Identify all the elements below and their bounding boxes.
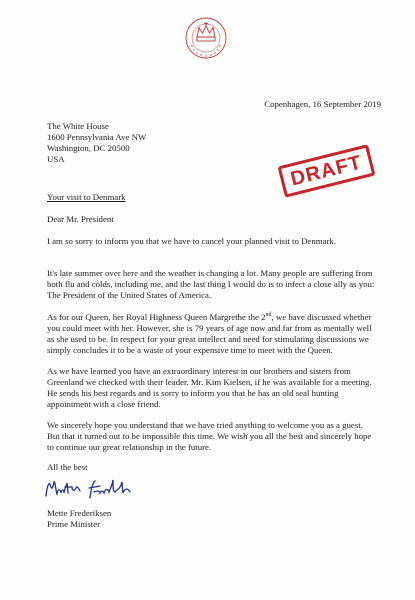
paragraph-text: , we have discussed whether you could meet with her. However, she is 79 years of age now and far from as mentally well as she used to be. In respect for your great intellect and need for stimulating discussions we simply concludes it to be a waste of your expensive time to meet with the Queen.	[47, 312, 372, 355]
ordinal-suffix: nd	[265, 312, 272, 319]
address-line: 1600 Pennsylvania Ave NW	[47, 132, 147, 142]
paragraph-text: As for our Queen, her Royal Highness Queen Margrethe the 2	[47, 312, 266, 322]
body-paragraph: It's late summer over here and the weather is changing a lot. Many people are suffering from both flu and colds, including me, and the last thing I would do is to infect a close ally as you: The President of the United States of America.	[47, 268, 375, 300]
signatory-name: Mette Frederiksen	[47, 508, 112, 518]
signatory-title: Prime Minister	[47, 519, 101, 529]
handwritten-signature	[42, 476, 154, 504]
body-paragraph	[47, 312, 379, 356]
salutation: Dear Mr. President	[47, 214, 114, 224]
recipient-address	[47, 121, 146, 165]
letter-subject: Your visit to Denmark	[47, 192, 126, 202]
body-paragraph: I am so sorry to inform you that we have to cancel your planned visit to Denmark.	[47, 236, 336, 246]
address-line: The White House	[47, 121, 109, 131]
body-paragraph: We sincerely hope you understand that we have tried anything to welcome you as a guest. But that it turned out to be impossible this time. We wish you all the best and sincerely hope to continue our great relationship in the future.	[47, 420, 372, 452]
crown-seal-logo	[184, 4, 228, 64]
body-paragraph: As we have learned you have an extraordinary interest in our brothers and sisters from Greenland we checked with their leader. Mr. Kim Kielsen, if he was available for a meeting. He sends his best regards and is sorry to inform you that he has an old seal hunting appointment with a close friend.	[47, 366, 372, 409]
address-line: Washington, DC 20500	[47, 143, 130, 153]
closing: All the best	[47, 462, 88, 472]
draft-stamp: DRAFT	[278, 144, 376, 197]
letter-date: Copenhagen, 16 September 2019	[264, 99, 381, 109]
address-line: USA	[47, 154, 65, 164]
